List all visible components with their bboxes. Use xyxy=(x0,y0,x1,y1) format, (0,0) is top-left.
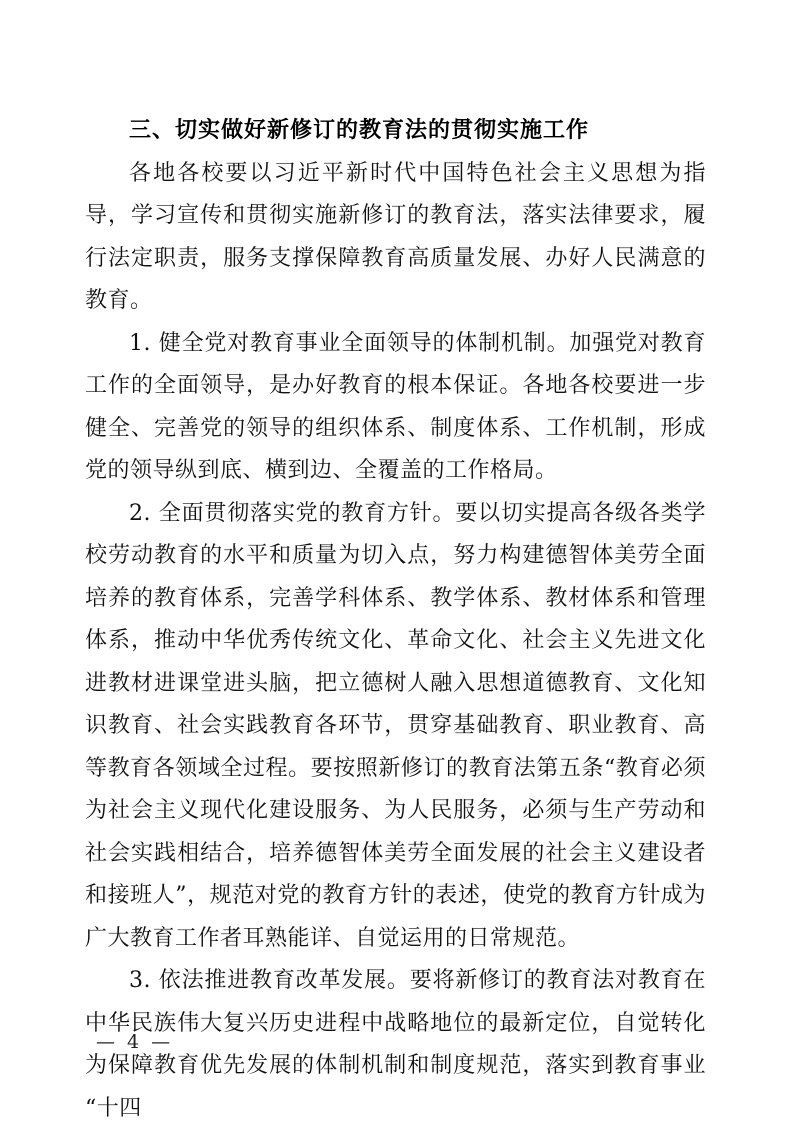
page-number: — 4 — xyxy=(96,1031,174,1053)
paragraph-item-1: 1. 健全党对教育事业全面领导的体制机制。加强党对教育工作的全面领导，是办好教育的根本保证。各地各校要进一步健全、完善党的领导的组织体系、制度体系、工作机制，形成党的领导纵到底、横到边、全覆盖的工作格局。 xyxy=(85,330,706,483)
paragraph-item-2: 2. 全面贯彻落实党的教育方针。要以切实提高各级各类学校劳动教育的水平和质量为切入点，努力构建德智体美劳全面培养的教育体系，完善学科体系、教学体系、教材体系和管理体系，推动中华优秀传统文化、革命文化、社会主义先进文化进教材进课堂进头脑，把立德树人融入思想道德教育、文化知识教育、社会实践教育各环节，贯穿基础教育、职业教育、高等教育各领域全过程。要按照新修订的教育法第五条“教育必须为社会主义现代化建设服务、为人民服务，必须与生产劳动和社会实践相结合，培养德智体美劳全面发展的社会主义建设者和接班人”，规范对党的教育方针的表述，使党的教育方针成为广大教育工作者耳熟能详、自觉运用的日常规范。 xyxy=(85,500,706,951)
document-body xyxy=(85,110,706,1122)
paragraph-intro: 各地各校要以习近平新时代中国特色社会主义思想为指导，学习宣传和贯彻实施新修订的教育法，落实法律要求，履行法定职责，服务支撑保障教育高质量发展、办好人民满意的教育。 xyxy=(85,160,706,313)
paragraph-item-3: 3. 依法推进教育改革发展。要将新修订的教育法对教育在中华民族伟大复兴历史进程中战略地位的最新定位，自觉转化为保障教育优先发展的体制机制和制度规范，落实到教育事业“十四 xyxy=(85,968,706,1121)
section-heading: 三、切实做好新修订的教育法的贯彻实施工作 xyxy=(129,118,590,143)
